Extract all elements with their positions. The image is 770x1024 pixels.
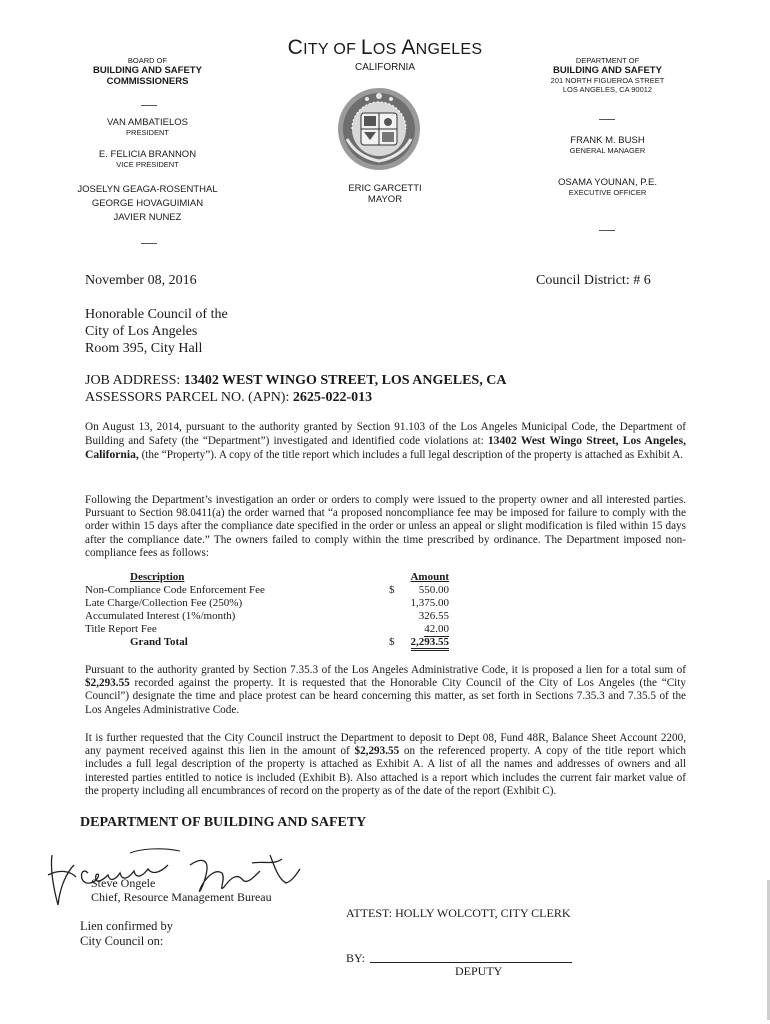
mayor-name: ERIC GARCETTI <box>348 183 422 194</box>
commissioner: JOSELYN GEAGA-ROSENTHAL <box>77 184 218 195</box>
recipient-line: Honorable Council of the <box>85 307 228 322</box>
fee-currency: $ <box>389 584 395 596</box>
fee-amount: 1,375.00 <box>410 597 449 609</box>
divider <box>599 230 615 231</box>
text: It is further requested that the City Council instruct the Department to deposit to Dept 08, Fund 48R, Balance Sheet Account 2200, any payment received against this lien in the amount of <box>85 732 686 758</box>
eo-name: OSAMA YOUNAN, P.E. <box>558 177 657 188</box>
letter-date: November 08, 2016 <box>85 273 197 288</box>
fee-description: Accumulated Interest (1%/month) <box>85 610 236 622</box>
fee-amount: 326.55 <box>418 610 449 622</box>
board-of: BOARD OF <box>127 56 168 65</box>
fee-header-row <box>85 571 465 584</box>
city-title <box>235 36 535 60</box>
apn-value: 2625-022-013 <box>292 390 373 405</box>
paragraph-deposit <box>85 732 686 798</box>
job-address-line <box>85 372 705 389</box>
divider <box>141 105 157 106</box>
vice-president <box>60 149 235 169</box>
department-address-1: 201 NORTH FIGUEROA STREET <box>550 76 665 85</box>
department-address-2: LOS ANGELES, CA 90012 <box>562 85 653 94</box>
fee-description: Non-Compliance Code Enforcement Fee <box>85 584 265 596</box>
title-part: C <box>287 36 304 59</box>
president-name: VAN AMBATIELOS <box>107 117 188 128</box>
vp-name: E. FELICIA BRANNON <box>98 149 197 160</box>
signer-block <box>91 876 272 904</box>
title-part: OS <box>372 41 402 58</box>
general-manager <box>520 135 695 155</box>
department-block <box>520 56 695 94</box>
signer-name: Steve Ongele <box>91 876 156 890</box>
board-name-1: BUILDING AND SAFETY <box>93 65 202 76</box>
text: on the referenced property. A copy of the title report which includes a full legal description of the property is attached as Exhibit A. A list of all the names and addresses of owners and all interested parties entitled to notice is included (Exhibit B). Also attached is a report which includes the current fair market value of the property including all encumbrances of record on the property as of the date of the report (Exhibit C). <box>85 745 686 797</box>
by-label: BY: <box>346 951 365 965</box>
commissioner: GEORGE HOVAGUIMIAN <box>91 198 204 209</box>
fee-row <box>85 597 465 610</box>
apn-label: ASSESSORS PARCEL NO. (APN): <box>85 390 293 405</box>
recipient-address <box>85 306 228 357</box>
gm-title: GENERAL MANAGER <box>569 146 646 155</box>
job-address-label: JOB ADDRESS: <box>85 373 184 388</box>
department-of: DEPARTMENT OF <box>575 56 640 65</box>
recipient-line: City of Los Angeles <box>85 324 198 339</box>
total-currency: $ <box>389 636 395 648</box>
total-amount: 2,293.55 <box>411 636 450 651</box>
job-info <box>85 372 705 406</box>
amount-header: Amount <box>410 571 449 583</box>
fee-row <box>85 584 465 597</box>
total-label: Grand Total <box>130 636 188 648</box>
deposit-amount: $2,293.55 <box>354 745 400 758</box>
president-title: PRESIDENT <box>126 128 169 137</box>
lien-confirmed-line: City Council on: <box>80 934 164 948</box>
vp-title: VICE PRESIDENT <box>116 160 179 169</box>
property-address: 13402 West Wingo Street, Los Angeles, California, <box>85 434 686 462</box>
commissioner: JAVIER NUNEZ <box>113 212 182 223</box>
title-part: L <box>360 36 373 59</box>
job-address-value: 13402 WEST WINGO STREET, LOS ANGELES, CA <box>183 373 507 388</box>
state-subtitle: CALIFORNIA <box>354 62 415 73</box>
text: recorded against the property. It is requested that the Honorable City Council of the City of Los Angeles (the “City Council”) designate the time and place protest can be heard concerning this matter, as set forth in Sections 7.35.3 and 7.35.5 of the Los Angeles Administrative Code. <box>85 677 686 716</box>
paragraph-lien <box>85 664 686 717</box>
paragraph-investigation <box>85 421 686 463</box>
fee-description: Title Report Fee <box>85 623 157 635</box>
text: Pursuant to the authority granted by Section 7.35.3 of the Los Angeles Administrative Code, it is proposed a lien for a total sum of <box>85 664 686 676</box>
mayor-block <box>300 183 470 205</box>
department-name: BUILDING AND SAFETY <box>553 65 662 76</box>
fee-table <box>85 571 465 650</box>
mayor-title: MAYOR <box>367 194 403 205</box>
fee-row <box>85 610 465 623</box>
text: On August 13, 2014, pursuant to the authority granted by Section 91.103 of the Los Angeles Municipal Code, the Department of Building and Safety (the “Department”) investigated and identified code violations at: <box>85 421 686 448</box>
fee-total-row <box>85 636 465 650</box>
president <box>60 117 235 137</box>
eo-title: EXECUTIVE OFFICER <box>568 188 647 197</box>
signature-line <box>370 962 572 963</box>
title-part: ITY OF <box>303 41 361 58</box>
lien-amount: $2,293.55 <box>85 677 130 690</box>
apn-line <box>85 389 705 406</box>
paragraph-orders: Following the Department’s investigation an order or orders to comply were issued to the property owner and all interested parties. Pursuant to Section 98.0411(a) the order warned that “a proposed noncompliance fee may be imposed for failure to comply with the order within 15 days after the compliance date specified in the order or unless an appeal or slight modification is filed within 15 days after the compliance date.” The owners failed to comply within the time prescribed by ordinance. The Department imposed non-compliance fees as follows: <box>85 494 686 559</box>
department-heading: DEPARTMENT OF BUILDING AND SAFETY <box>80 815 367 830</box>
commissioners-list <box>60 183 235 225</box>
city-seal-icon <box>337 87 421 171</box>
fee-description: Late Charge/Collection Fee (250%) <box>85 597 243 609</box>
fee-rows <box>85 584 465 636</box>
lien-confirmed-line: Lien confirmed by <box>80 919 174 933</box>
text: (the “Property”). A copy of the title report which includes a full legal description of the property is attached as Exhibit A. <box>138 449 684 462</box>
gm-name: FRANK M. BUSH <box>570 135 645 146</box>
signer-title: Chief, Resource Management Bureau <box>91 890 272 904</box>
board-block <box>60 56 235 87</box>
divider <box>599 119 615 120</box>
attest-line: ATTEST: HOLLY WOLCOTT, CITY CLERK <box>346 906 571 920</box>
deputy-label: DEPUTY <box>455 964 503 978</box>
recipient-line: Room 395, City Hall <box>85 341 203 356</box>
fee-amount: 550.00 <box>418 584 449 596</box>
board-name-2: COMMISSIONERS <box>106 76 189 87</box>
title-part: A <box>401 36 416 59</box>
description-header: Description <box>130 571 185 583</box>
divider <box>141 243 157 244</box>
lien-confirmed <box>80 919 173 949</box>
fee-row <box>85 623 465 636</box>
executive-officer <box>520 177 695 197</box>
title-part: NGELES <box>415 41 483 58</box>
fee-amount: 42.00 <box>424 623 449 635</box>
council-district: Council District: # 6 <box>536 273 651 288</box>
